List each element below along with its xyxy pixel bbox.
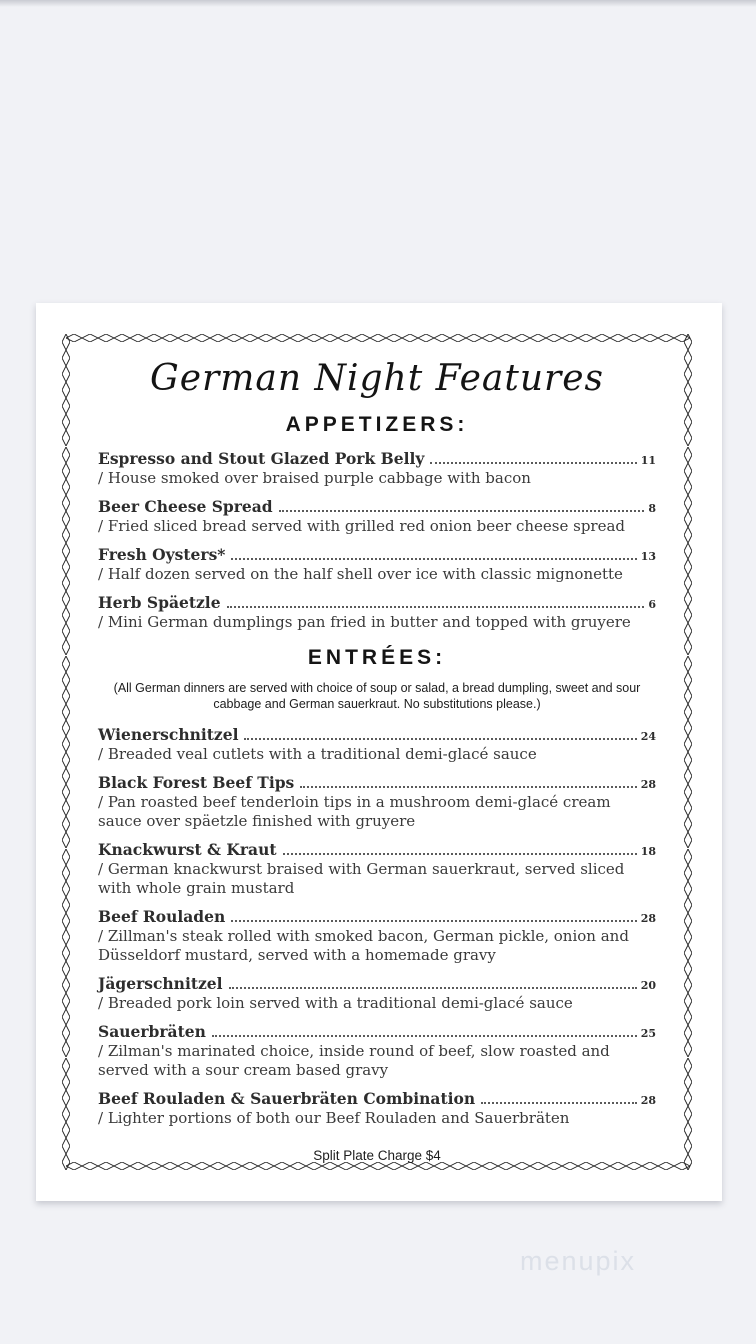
- menu-item-header: [98, 593, 656, 613]
- menu-item: [98, 907, 656, 965]
- dotted-leader: [212, 1035, 637, 1037]
- item-price: 8: [648, 502, 656, 515]
- item-price: 6: [648, 598, 656, 611]
- dotted-leader: [283, 853, 637, 855]
- item-description: / Pan roasted beef tenderloin tips in a mushroom demi-glacé cream sauce over späetzle finished with gruyere: [98, 792, 611, 830]
- menu-item-header: [98, 449, 656, 469]
- item-description: / Mini German dumplings pan fried in butter and topped with gruyere: [98, 613, 631, 631]
- item-price: 11: [640, 454, 656, 467]
- menu-sections: [98, 413, 656, 1128]
- menu-item: [98, 974, 656, 1013]
- item-price: 25: [640, 1026, 656, 1040]
- dotted-leader: [244, 738, 636, 740]
- menu-item-header: [98, 545, 656, 565]
- menu-item-header: [98, 907, 656, 927]
- menu-item: [98, 545, 656, 584]
- item-price: 24: [640, 729, 656, 743]
- section-heading: APPETIZERS:: [285, 413, 469, 436]
- menu-item-header: [98, 1089, 656, 1109]
- item-name: Sauerbräten: [98, 1021, 206, 1041]
- item-price: 20: [640, 978, 656, 992]
- menu-item: [98, 1022, 656, 1080]
- dotted-leader: [430, 462, 636, 464]
- section-note: (All German dinners are served with choice of soup or salad, a bread dumpling, sweet and sour cabbage and German sauerkraut. No substitutions please.): [113, 681, 641, 712]
- item-description: / Fried sliced bread served with grilled red onion beer cheese spread: [98, 517, 626, 535]
- menu-content: [66, 338, 688, 1166]
- menu-item-header: [98, 497, 656, 517]
- menu-item: [98, 773, 656, 831]
- menu-card: [36, 303, 722, 1201]
- menu-item: [98, 593, 656, 632]
- item-name: Wienerschnitzel: [98, 724, 239, 744]
- menu-item: [98, 725, 656, 764]
- item-description: / House smoked over braised purple cabbage with bacon: [98, 469, 531, 487]
- item-name: Jägerschnitzel: [98, 973, 223, 993]
- menupix-watermark: menupix: [520, 1246, 637, 1276]
- item-price: 28: [640, 777, 656, 791]
- menu-item-header: [98, 974, 656, 994]
- item-description: / Zillman's steak rolled with smoked bacon, German pickle, onion and Düsseldorf mustard, served with a homemade gravy: [98, 926, 629, 964]
- item-name: Beef Rouladen: [98, 906, 226, 926]
- dotted-leader: [227, 606, 645, 608]
- menu-section: [98, 413, 656, 632]
- dotted-leader: [231, 558, 636, 560]
- menu-section: [98, 646, 656, 1128]
- menu-item: [98, 840, 656, 898]
- menu-item: [98, 449, 656, 488]
- menu-item: [98, 1089, 656, 1128]
- item-name: Beer Cheese Spread: [98, 497, 273, 516]
- item-price: 18: [640, 844, 656, 858]
- section-heading: ENTRÉES:: [307, 646, 447, 669]
- menu-item: [98, 497, 656, 536]
- menu-item-header: [98, 725, 656, 745]
- item-description: / Lighter portions of both our Beef Rouladen and Sauerbräten: [98, 1108, 570, 1127]
- item-price: 28: [640, 1093, 656, 1107]
- item-price: 28: [640, 911, 656, 925]
- menu-item-header: [98, 773, 656, 793]
- menu-item-header: [98, 1022, 656, 1042]
- item-name: Knackwurst & Kraut: [98, 839, 277, 859]
- top-edge-shadow: [0, 0, 756, 7]
- item-description: / Half dozen served on the half shell over ice with classic mignonette: [98, 565, 623, 583]
- dotted-leader: [229, 987, 637, 989]
- item-description: / Breaded veal cutlets with a traditional demi-glacé sauce: [98, 744, 537, 763]
- dotted-leader: [231, 920, 636, 922]
- item-price: 13: [640, 550, 656, 563]
- decorative-chain-border: [66, 338, 688, 1166]
- dotted-leader: [481, 1102, 637, 1104]
- item-name: Black Forest Beef Tips: [98, 772, 295, 792]
- item-name: Beef Rouladen & Sauerbräten Combination: [98, 1088, 476, 1108]
- item-name: Espresso and Stout Glazed Pork Belly: [98, 449, 425, 468]
- item-description: / German knackwurst braised with German sauerkraut, served sliced with whole grain mustard: [98, 859, 625, 897]
- item-description: / Breaded pork loin served with a traditional demi-glacé sauce: [98, 993, 573, 1012]
- dotted-leader: [300, 786, 636, 788]
- item-name: Fresh Oysters*: [98, 545, 226, 564]
- item-name: Herb Späetzle: [98, 593, 221, 612]
- menu-item-header: [98, 840, 656, 860]
- split-plate-note: Split Plate Charge $4: [313, 1147, 441, 1163]
- menu-title: German Night Features: [149, 358, 605, 399]
- item-description: / Zilman's marinated choice, inside round of beef, slow roasted and served with a sour cream based gravy: [98, 1041, 610, 1079]
- dotted-leader: [279, 510, 645, 512]
